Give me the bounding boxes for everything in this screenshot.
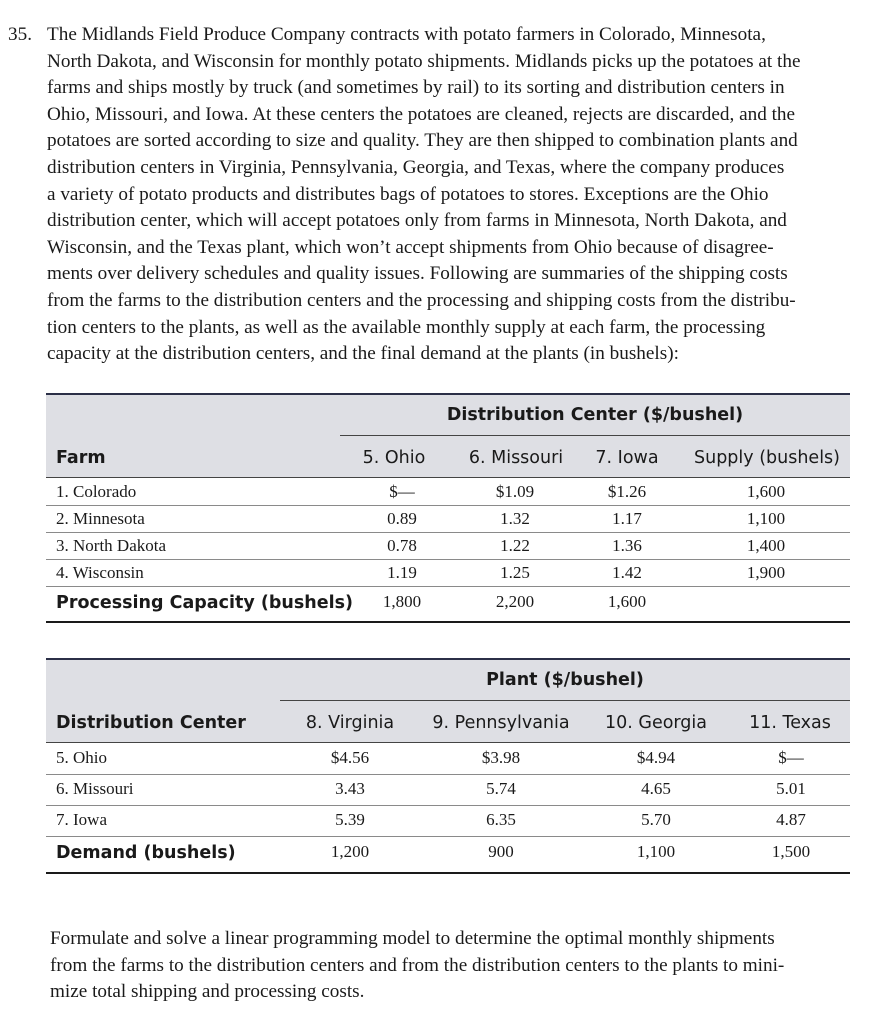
row-rule	[46, 836, 850, 837]
span-header: Distribution Center ($/bushel)	[446, 405, 744, 425]
row-rule	[46, 774, 850, 775]
table-cell: $4.56	[330, 748, 370, 767]
closing-line: Formulate and solve a linear programming model to determine the optimal monthly shipments	[50, 928, 775, 949]
span-header-rule	[340, 435, 850, 436]
column-header-distribution-center: Distribution Center	[56, 713, 246, 733]
table-cell: 1.19	[387, 563, 417, 582]
table-cell: 1.32	[500, 509, 530, 528]
row-label: 4. Wisconsin	[56, 563, 144, 582]
table-cell: 900	[488, 842, 514, 861]
table-cell: $1.26	[607, 482, 647, 501]
problem-line: North Dakota, and Wisconsin for monthly potato shipments. Midlands picks up the potatoes at the	[47, 50, 801, 72]
problem-line: tion centers to the plants, as well as the available monthly supply at each farm, the processing	[47, 316, 766, 338]
column-header: 6. Missouri	[468, 448, 564, 468]
column-header: 11. Texas	[749, 713, 831, 733]
table-top-rule	[46, 393, 850, 395]
row-label: 1. Colorado	[56, 482, 137, 501]
row-rule	[46, 505, 850, 506]
table-cell: 4.65	[641, 779, 671, 798]
header-rule	[46, 477, 850, 478]
row-label: 5. Ohio	[56, 748, 107, 767]
table-cell: 5.01	[776, 779, 806, 798]
table-bottom-rule	[46, 621, 850, 623]
column-header: 8. Virginia	[305, 713, 395, 733]
closing-line: from the farms to the distribution centers and from the distribution centers to the plants to mini-	[50, 954, 785, 976]
column-header: 7. Iowa	[595, 448, 659, 468]
farm-to-distribution-table	[46, 393, 850, 625]
distribution-to-plant-table	[46, 658, 850, 878]
footer-label: Demand (bushels)	[56, 843, 236, 863]
table-cell: 0.89	[387, 509, 417, 528]
table-cell: 1,600	[607, 592, 647, 611]
table-cell: 1.17	[612, 509, 642, 528]
problem-text	[47, 22, 860, 368]
row-label: 6. Missouri	[56, 779, 134, 798]
table-cell: 6.35	[486, 810, 516, 829]
table-cell: 1,100	[636, 842, 676, 861]
problem-line: The Midlands Field Produce Company contracts with potato farmers in Colorado, Minnesota,	[47, 24, 766, 45]
column-header: Supply (bushels)	[693, 448, 841, 468]
table-cell: 1,600	[746, 482, 786, 501]
closing-line: mize total shipping and processing costs.	[50, 981, 365, 1003]
column-header: 10. Georgia	[604, 713, 708, 733]
table-cell: 1,800	[382, 592, 422, 611]
problem-number: 35.	[8, 24, 32, 45]
row-rule	[46, 532, 850, 533]
table-cell: 0.78	[387, 536, 417, 555]
problem-line: distribution center, which will accept potatoes only from farms in Minnesota, North Dakota, and	[47, 210, 787, 232]
table-cell: $1.09	[495, 482, 535, 501]
row-rule	[46, 805, 850, 806]
table-cell: $—	[778, 748, 804, 767]
row-rule	[46, 586, 850, 587]
table-cell: $3.98	[481, 748, 521, 767]
table-cell: 1,400	[746, 536, 786, 555]
table-cell: 1,100	[746, 509, 786, 528]
column-header: 5. Ohio	[362, 448, 426, 468]
table-cell: $4.94	[636, 748, 676, 767]
table-cell: 5.70	[641, 810, 671, 829]
problem-line: a variety of potato products and distributes bags of potatoes to stores. Exceptions are the Ohio	[47, 183, 769, 205]
table-top-rule	[46, 658, 850, 660]
table-cell: 2,200	[495, 592, 535, 611]
row-label: 2. Minnesota	[56, 509, 145, 528]
problem-line: potatoes are sorted according to size and quality. They are then shipped to combination plants and	[47, 130, 798, 152]
span-header: Plant ($/bushel)	[486, 670, 644, 690]
table-cell: 3.43	[335, 779, 365, 798]
problem-line: ments over delivery schedules and quality issues. Following are summaries of the shipping costs	[47, 263, 788, 285]
table-cell: 5.74	[486, 779, 516, 798]
row-label: 3. North Dakota	[56, 536, 167, 555]
problem-line: Wisconsin, and the Texas plant, which won’t accept shipments from Ohio because of disagree-	[47, 236, 774, 258]
table-cell: 1.22	[500, 536, 530, 555]
table-cell: 1.42	[612, 563, 642, 582]
problem-line: distribution centers in Virginia, Pennsylvania, Georgia, and Texas, where the company produces	[47, 156, 785, 178]
table-cell: $—	[389, 482, 415, 501]
problem-line: capacity at the distribution centers, and the final demand at the plants (in bushels):	[47, 343, 679, 365]
problem-line: from the farms to the distribution centers and the processing and shipping costs from the distribu-	[47, 289, 796, 311]
row-rule	[46, 559, 850, 560]
problem-line: Ohio, Missouri, and Iowa. At these centers the potatoes are cleaned, rejects are discarded, and the	[47, 103, 796, 125]
table-cell: 1,900	[746, 563, 786, 582]
footer-label: Processing Capacity (bushels)	[56, 593, 353, 613]
table-cell: 1.36	[612, 536, 642, 555]
closing-instruction	[50, 926, 856, 1006]
table-bottom-rule	[46, 872, 850, 874]
problem-line: farms and ships mostly by truck (and sometimes by rail) to its sorting and distribution centers in	[47, 77, 785, 99]
table-cell: 4.87	[776, 810, 806, 829]
table-cell: 1.25	[500, 563, 530, 582]
table-cell: 5.39	[335, 810, 365, 829]
table-cell: 1,500	[771, 842, 811, 861]
span-header-rule	[280, 700, 850, 701]
header-rule	[46, 742, 850, 743]
column-header-farm: Farm	[56, 448, 106, 468]
table-cell: 1,200	[330, 842, 370, 861]
row-label: 7. Iowa	[56, 810, 107, 829]
column-header: 9. Pennsylvania	[432, 713, 570, 733]
